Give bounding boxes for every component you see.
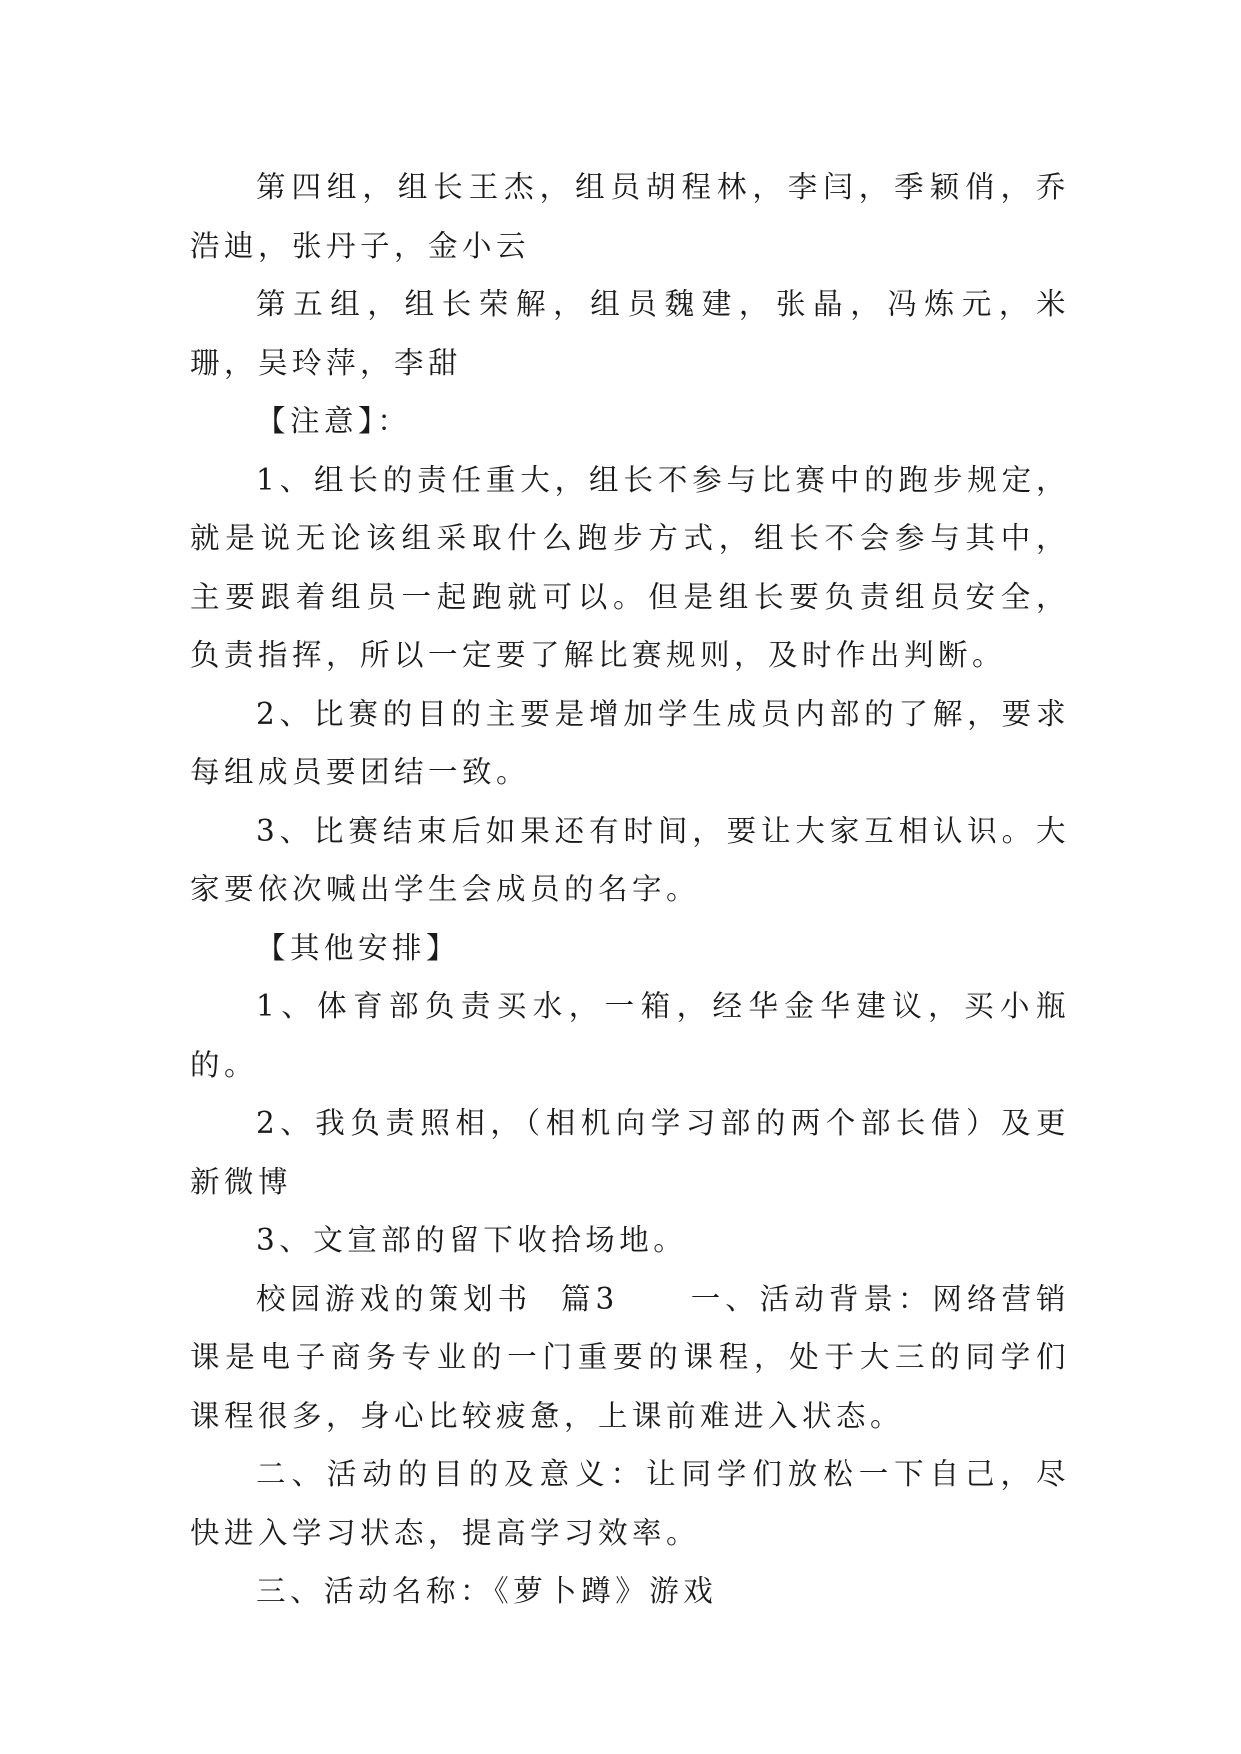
paragraph-group-four: 第四组，组长王杰，组员胡程林，李闫，季颖俏，乔浩迪，张丹子，金小云 — [190, 170, 1070, 263]
document-body — [190, 158, 1070, 1621]
heading-other-arrangements: 【其他安排】 — [256, 930, 461, 965]
heading-notice: 【注意】： — [256, 404, 412, 438]
notice-item-2: 2、比赛的目的主要是增加学生成员内部的了解，要求每组成员要团结一致。 — [190, 696, 1070, 789]
arrangement-item-1: 1、体育部负责买水，一箱，经华金华建议，买小瓶的。 — [190, 989, 1070, 1082]
paragraph-group-five: 第五组，组长荣解，组员魏建，张晶，冯炼元，米珊，吴玲萍，李甜 — [190, 287, 1070, 380]
arrangement-item-3: 3、文宣部的留下收拾场地。 — [256, 1223, 688, 1257]
plan-3-background: 校园游戏的策划书 篇3 一、活动背景：网络营销课是电子商务专业的一门重要的课程，处于大三的同学们课程很多，身心比较疲惫，上课前难进入状态。 — [190, 1281, 1070, 1433]
plan-3-purpose: 二、活动的目的及意义：让同学们放松一下自己，尽快进入学习状态，提高学习效率。 — [190, 1457, 1070, 1550]
notice-item-3: 3、比赛结束后如果还有时间，要让大家互相认识。大家要依次喊出学生会成员的名字。 — [190, 813, 1070, 906]
plan-3-activity-name: 三、活动名称：《萝卜蹲》游戏 — [256, 1574, 718, 1608]
notice-item-1: 1、组长的责任重大，组长不参与比赛中的跑步规定，就是说无论该组采取什么跑步方式，组长不会参与其中，主要跟着组员一起跑就可以。但是组长要负责组员安全，负责指挥，所以一定要了解比赛规则，及时作出判断。 — [190, 462, 1070, 672]
arrangement-item-2: 2、我负责照相，（相机向学习部的两个部长借）及更新微博 — [190, 1106, 1070, 1199]
